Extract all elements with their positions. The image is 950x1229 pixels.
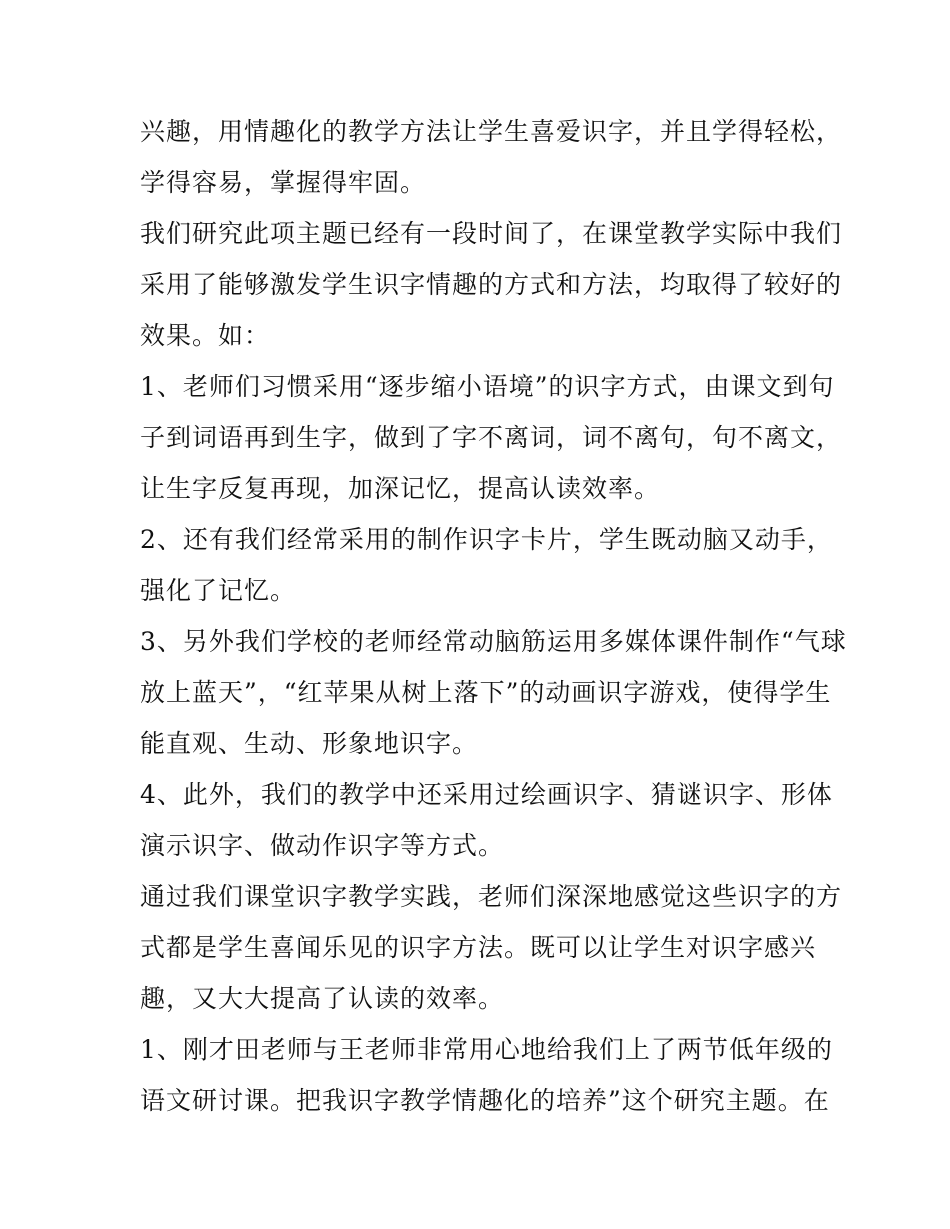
text-line: 通过我们课堂识字教学实践，老师们深深地感觉这些识字的方	[140, 882, 843, 911]
text-line: 强化了记忆。	[140, 576, 297, 605]
text-line: 效果。如：	[140, 321, 271, 350]
text-line: 演示识字、做动作识字等方式。	[140, 831, 505, 860]
text-line: 1、老师们习惯采用“逐步缩小语境”的识字方式，由课文到句	[140, 372, 835, 401]
text-line: 让生字反复再现，加深记忆，提高认读效率。	[140, 474, 661, 503]
text-line: 2、还有我们经常采用的制作识字卡片，学生既动脑又动手，	[140, 525, 833, 554]
text-line: 子到词语再到生字，做到了字不离词，词不离句，句不离文，	[140, 423, 843, 452]
text-line: 我们研究此项主题已经有一段时间了，在课堂教学实际中我们	[140, 219, 843, 248]
text-line: 1、刚才田老师与王老师非常用心地给我们上了两节低年级的	[140, 1035, 833, 1064]
text-line: 3、另外我们学校的老师经常动脑筋运用多媒体课件制作“气球	[140, 627, 847, 656]
text-line: 学得容易，掌握得牢固。	[140, 168, 427, 197]
text-line: 采用了能够激发学生识字情趣的方式和方法，均取得了较好的	[140, 270, 843, 299]
text-line: 能直观、生动、形象地识字。	[140, 729, 479, 758]
document-body	[140, 106, 847, 1126]
text-line: 语文研讨课。把我识字教学情趣化的培养”这个研究主题。在	[140, 1086, 830, 1115]
text-line: 兴趣，用情趣化的教学方法让学生喜爱识字，并且学得轻松，	[140, 117, 843, 146]
text-line: 放上蓝天”，“红苹果从树上落下”的动画识字游戏，使得学生	[140, 678, 832, 707]
text-line: 4、此外，我们的教学中还采用过绘画识字、猜谜识字、形体	[140, 780, 833, 809]
text-line: 趣，又大大提高了认读的效率。	[140, 984, 505, 1013]
text-line: 式都是学生喜闻乐见的识字方法。既可以让学生对识字感兴	[140, 933, 817, 962]
